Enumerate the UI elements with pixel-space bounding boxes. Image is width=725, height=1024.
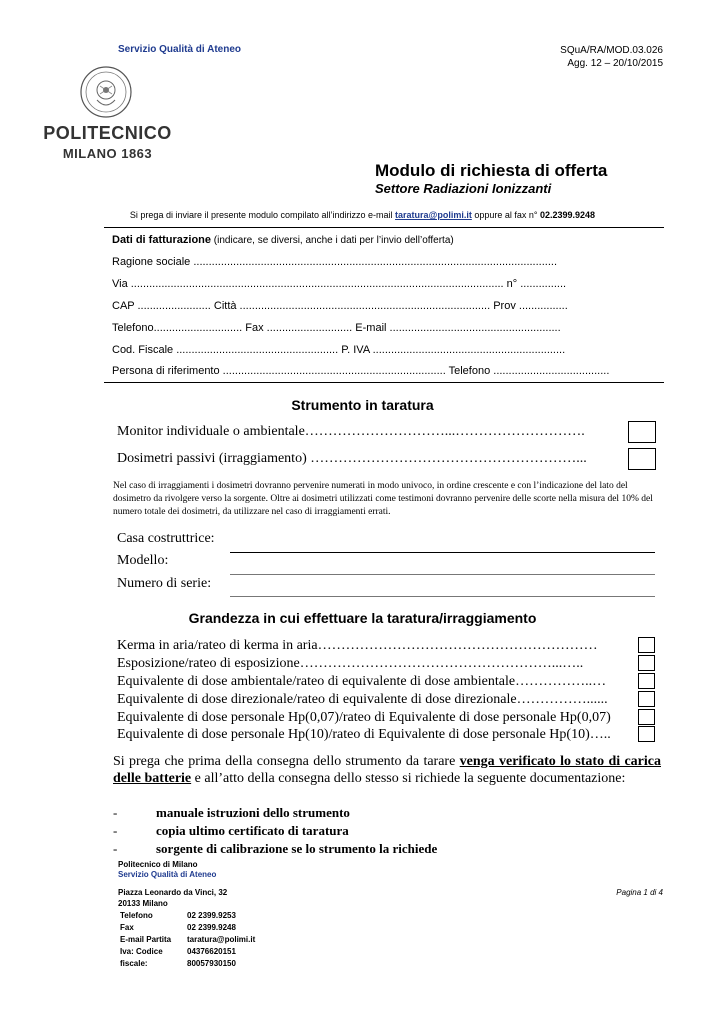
footer-contact-value: 04376620151 bbox=[187, 947, 236, 956]
submission-notice bbox=[0, 210, 725, 220]
doc-list-item: - manuale istruzioni dello strumento bbox=[113, 805, 350, 820]
footer-contact-row bbox=[120, 911, 255, 921]
model-label: Modello: bbox=[117, 553, 169, 568]
serial-number-label: Numero di serie: bbox=[117, 576, 212, 591]
quantity-checkbox-hp10[interactable] bbox=[638, 726, 655, 742]
request-text-pre: Si prega che prima della consegna dello strumento da tarare bbox=[113, 754, 460, 769]
footer-contact-key: Iva: Codice bbox=[120, 947, 163, 956]
footer-contact-key: Telefono bbox=[120, 911, 153, 920]
footer-org: Politecnico di Milano bbox=[118, 860, 198, 869]
quantity-item-hp007: Equivalente di dose personale Hp(0,07)/rateo di Equivalente di dose personale Hp(0,07) bbox=[117, 710, 611, 725]
footer-contact-value: 02 2399.9248 bbox=[187, 923, 236, 932]
page-subtitle: Settore Radiazioni Ionizzanti bbox=[375, 181, 552, 196]
request-text-underlined: venga verificato lo stato di carica delle batterie bbox=[113, 754, 661, 786]
footer-contact-value: 80057930150 bbox=[187, 959, 236, 968]
footer-contact-row bbox=[120, 935, 255, 945]
footer-contact-value: 02 2399.9253 bbox=[187, 911, 236, 920]
footer-city: 20133 Milano bbox=[118, 899, 168, 908]
model-input[interactable] bbox=[230, 574, 655, 575]
instrument-heading: Strumento in taratura bbox=[291, 397, 434, 413]
billing-heading-label: Dati di fatturazione bbox=[112, 234, 212, 246]
request-text-post: e all’atto della consegna dello stesso si richiede la seguente documentazione: bbox=[191, 771, 626, 786]
notice-text-pre: Si prega di inviare il presente modulo compilato all’indirizzo e-mail bbox=[129, 210, 396, 220]
politecnico-logo bbox=[40, 66, 175, 166]
serial-number-input[interactable] bbox=[230, 596, 655, 597]
billing-phone-fax-email-field[interactable]: Telefono............................. Fax ............................ E-mail ........................................................ bbox=[112, 322, 561, 334]
quantity-checkbox-directional[interactable] bbox=[638, 691, 655, 707]
billing-cap-city-field[interactable]: CAP ........................ Città .................................................................................. Prov ................ bbox=[112, 300, 568, 312]
notice-fax: 02.2399.9248 bbox=[540, 210, 596, 220]
manufacturer-label: Casa costruttrice: bbox=[117, 531, 215, 546]
doc-list-item: - sorgente di calibrazione se lo strumento la richiede bbox=[113, 841, 438, 856]
footer-service: Servizio Qualità di Ateneo bbox=[118, 870, 217, 879]
document-code-number: SQuA/RA/MOD.03.026 bbox=[560, 45, 663, 56]
notice-text-mid: oppure al fax n° bbox=[471, 210, 540, 220]
dosimeter-note: Nel caso di irraggiamenti i dosimetri dovranno pervenire numerati in modo univoco, in ordine crescente e con l’indicazione del lato del dosimetro da rivolgere verso la sorgente. Oltre ai dosimetri utilizzati come testimoni dovranno pervenire delle scorte nella misura del 10% del numero totale dei dosimetri, da utilizzare nel caso di irraggiamenti errati. bbox=[113, 481, 653, 517]
quantity-item-directional: Equivalente di dose direzionale/rateo di equivalente di dose direzionale……………...... bbox=[117, 692, 608, 707]
logo-name: POLITECNICO bbox=[43, 123, 172, 143]
quantity-item-exposure: Esposizione/rateo di esposizione………………………………………………...….. bbox=[117, 656, 584, 671]
document-code bbox=[560, 44, 663, 70]
logo-city: MILANO 1863 bbox=[62, 146, 153, 161]
notice-email-link[interactable]: taratura@polimi.it bbox=[395, 210, 472, 220]
doc-list-item: - copia ultimo certificato di taratura bbox=[113, 823, 349, 838]
monitor-option-label: Monitor individuale o ambientale…………………………...………………………. bbox=[117, 424, 585, 439]
header-service-name: Servizio Qualità di Ateneo bbox=[118, 44, 241, 55]
quantity-item-hp10: Equivalente di dose personale Hp(10)/rateo di Equivalente di dose personale Hp(10)….. bbox=[117, 727, 611, 742]
doc-list-item-label: copia ultimo certificato di taratura bbox=[156, 823, 349, 838]
footer-contact-key: Fax bbox=[120, 923, 134, 932]
footer-contact-value: taratura@polimi.it bbox=[187, 935, 256, 944]
quantity-checkbox-ambient[interactable] bbox=[638, 673, 655, 689]
footer-contact-row bbox=[120, 959, 255, 969]
billing-section bbox=[104, 227, 664, 383]
footer-contact-key: E-mail Partita bbox=[120, 935, 172, 944]
footer-address: Piazza Leonardo da Vinci, 32 bbox=[118, 888, 228, 897]
page-number: Pagina 1 di 4 bbox=[616, 888, 663, 897]
footer-contacts bbox=[118, 909, 257, 971]
footer-contact-key: fiscale: bbox=[120, 959, 148, 968]
billing-tax-field[interactable]: Cod. Fiscale ..................................................... P. IVA ............................................................... bbox=[112, 344, 566, 356]
billing-company-field[interactable]: Ragione sociale ....................................................................................................................... bbox=[112, 256, 558, 268]
billing-heading-hint: (indicare, se diversi, anche i dati per l’invio dell’offerta) bbox=[211, 235, 454, 246]
doc-list-item-label: sorgente di calibrazione se lo strumento la richiede bbox=[156, 841, 438, 856]
footer-contact-row bbox=[120, 947, 255, 957]
dosimeter-option-label: Dosimetri passivi (irraggiamento) …………………………………………………... bbox=[117, 451, 587, 466]
billing-contact-field[interactable]: Persona di riferimento ......................................................................... Telefono ...................................... bbox=[112, 365, 610, 377]
manufacturer-input[interactable] bbox=[230, 552, 655, 553]
footer-contact-row bbox=[120, 923, 255, 933]
page-title: Modulo di richiesta di offerta bbox=[375, 161, 608, 180]
quantity-checkbox-hp007[interactable] bbox=[638, 709, 655, 725]
doc-list-item-label: manuale istruzioni dello strumento bbox=[156, 805, 350, 820]
quantity-heading: Grandezza in cui effettuare la taratura/irraggiamento bbox=[188, 610, 537, 626]
monitor-option-checkbox[interactable] bbox=[628, 421, 656, 443]
quantity-checkbox-kerma[interactable] bbox=[638, 637, 655, 653]
quantity-item-kerma: Kerma in aria/rateo di kerma in aria…………………………………………………… bbox=[117, 638, 598, 653]
quantity-item-ambient: Equivalente di dose ambientale/rateo di equivalente di dose ambientale……………..… bbox=[117, 674, 607, 689]
billing-address-field[interactable]: Via .......................................................................................................................... n° ............... bbox=[112, 278, 567, 290]
dosimeter-option-checkbox[interactable] bbox=[628, 448, 656, 470]
billing-heading bbox=[112, 234, 454, 246]
quantity-checkbox-exposure[interactable] bbox=[638, 655, 655, 671]
battery-request-paragraph bbox=[113, 753, 661, 787]
document-update: Agg. 12 – 20/10/2015 bbox=[567, 58, 663, 69]
university-seal-icon bbox=[80, 66, 132, 118]
